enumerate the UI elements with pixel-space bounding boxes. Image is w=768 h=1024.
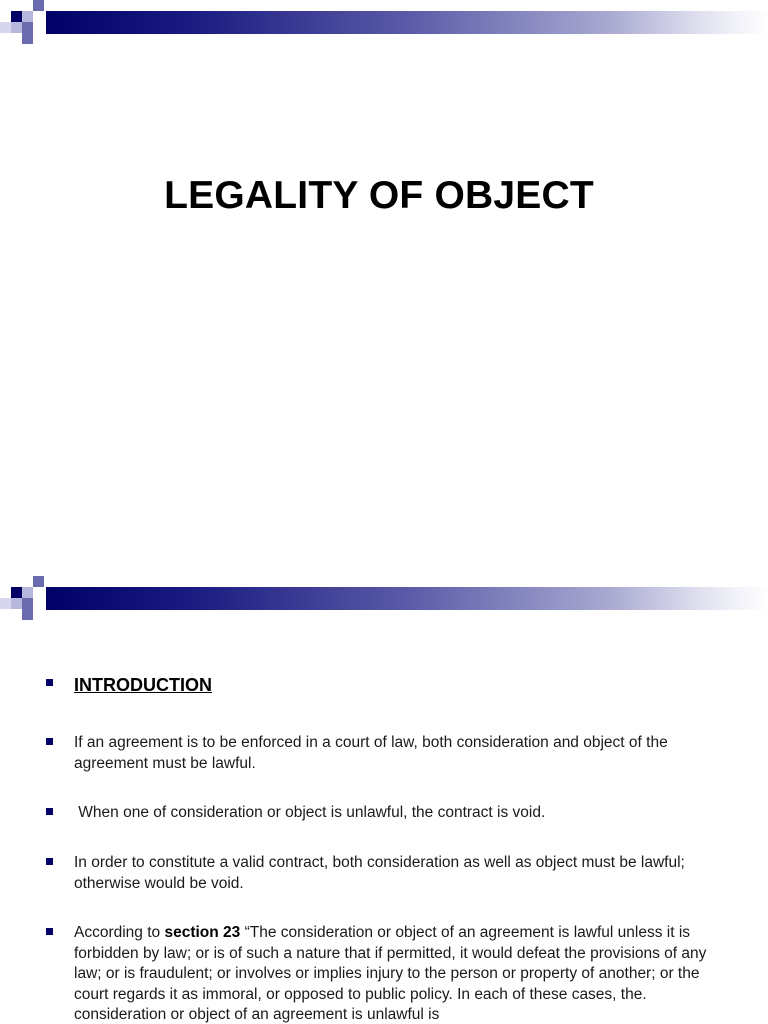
header-square	[22, 598, 33, 609]
header-gradient-bar	[46, 587, 768, 610]
bullet-text: If an agreement is to be enforced in a court of law, both consideration and object of the agreement must be lawful.	[74, 734, 668, 772]
header-square	[11, 587, 22, 598]
square-bullet-icon	[46, 679, 53, 686]
section-reference: section 23	[164, 924, 241, 941]
header-square	[33, 576, 44, 587]
content-slide	[0, 576, 768, 1024]
header-square	[22, 22, 33, 33]
header-square	[22, 587, 33, 598]
square-bullet-icon	[46, 928, 53, 935]
square-bullet-icon	[46, 738, 53, 745]
header-square	[0, 598, 11, 609]
header-square	[22, 11, 33, 22]
section-prefix: According to	[74, 924, 165, 941]
header-square	[11, 11, 22, 22]
header-square	[22, 33, 33, 44]
header-square	[11, 22, 22, 33]
section-quote: “The consideration or object of an agreement is lawful unless it is forbidden by law; or is of such a nature that if permitted, it would defeat the provisions of any law; or is fraudulent; or involves or implies injury to the person or property of another; or the court regards it as immoral, or opposed to public policy. In each of these cases, the. consideration or object of an agreement is unlawful is	[74, 924, 707, 1023]
slide-title: LEGALITY OF OBJECT	[164, 174, 594, 217]
header-square	[11, 598, 22, 609]
intro-heading: INTRODUCTION	[74, 675, 212, 695]
square-bullet-icon	[46, 808, 53, 815]
header-square	[22, 609, 33, 620]
section-23-text	[74, 923, 719, 1024]
header-square	[0, 22, 11, 33]
bullet-text: When one of consideration or object is unlawful, the contract is void.	[74, 804, 546, 821]
square-bullet-icon	[46, 858, 53, 865]
header-square	[33, 0, 44, 11]
bullet-text: In order to constitute a valid contract, both consideration as well as object must be lawful; otherwise would be void.	[74, 854, 685, 892]
header-gradient-bar	[46, 11, 768, 34]
